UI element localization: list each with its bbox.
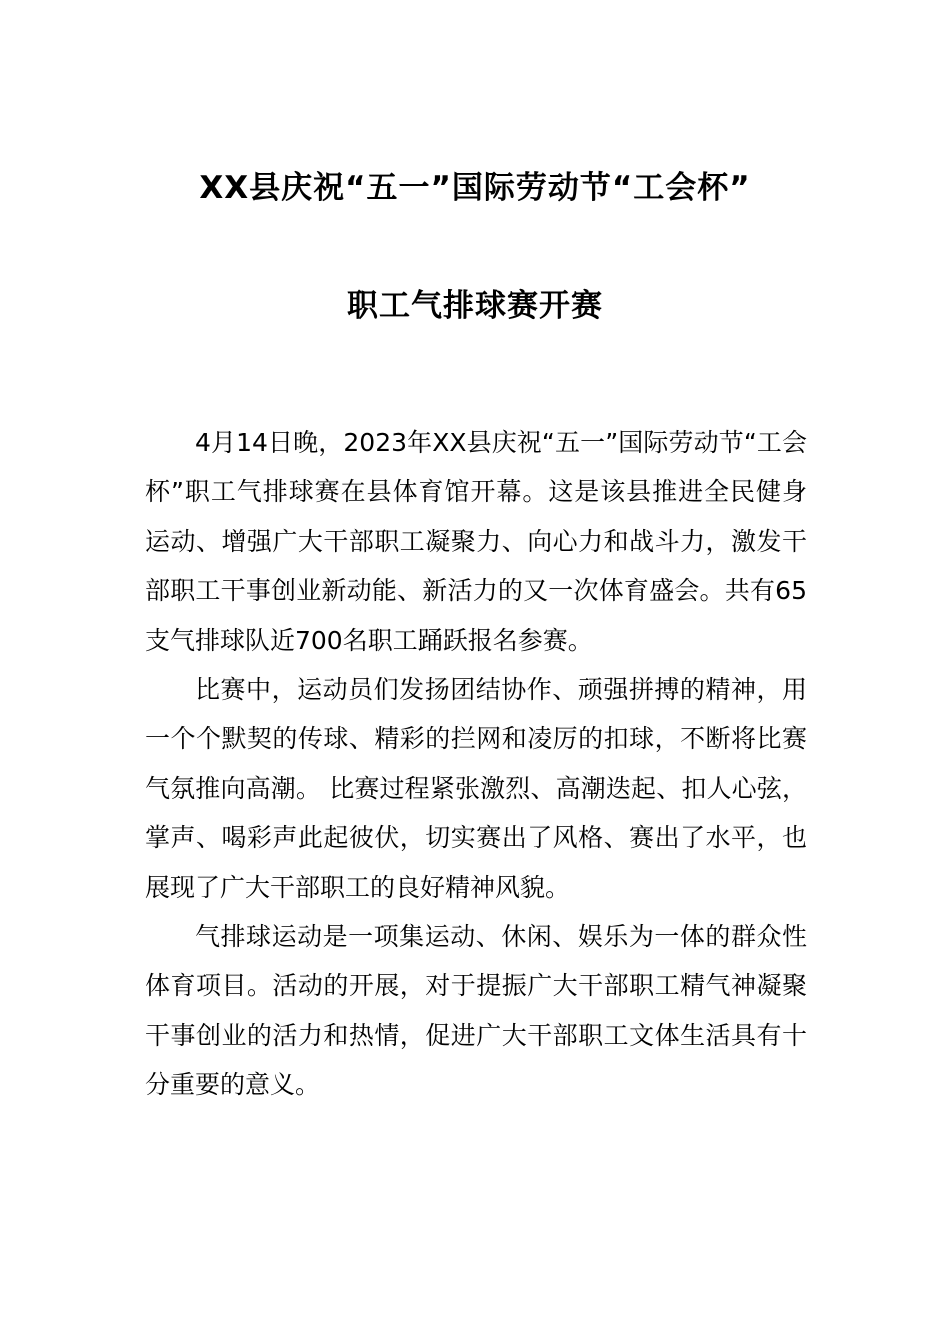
paragraph-2: 比赛中，运动员们发扬团结协作、顽强拼搏的精神，用一个个默契的传球、精彩的拦网和凌厉的扣球，不断将比赛气氛推向高潮。 比赛过程紧张激烈、高潮迭起、扣人心弦，掌声、喝彩声此起彼伏，切实赛出了风格、赛出了水平，也展现了广大干部职工的良好精神风貌。 — [145, 675, 807, 902]
document-title-line-1: XX县庆祝“五一”国际劳动节“工会杯” — [199, 170, 751, 206]
paragraph-1: 4月14日晚，2023年XX县庆祝“五一”国际劳动节“工会杯”职工气排球赛在县体育馆开幕。这是该县推进全民健身运动、增强广大干部职工凝聚力、向心力和战斗力，激发干部职工干事创业新动能、新活力的又一次体育盛会。共有65支气排球队近700名职工踊跃报名参赛。 — [145, 428, 807, 655]
paragraph-3: 气排球运动是一项集运动、休闲、娱乐为一体的群众性体育项目。活动的开展，对于提振广大干部职工精气神凝聚干事创业的活力和热情，促进广大干部职工文体生活具有十分重要的意义。 — [145, 922, 807, 1100]
document-body — [145, 418, 807, 1110]
document-title-line-2: 职工气排球赛开赛 — [347, 288, 603, 324]
